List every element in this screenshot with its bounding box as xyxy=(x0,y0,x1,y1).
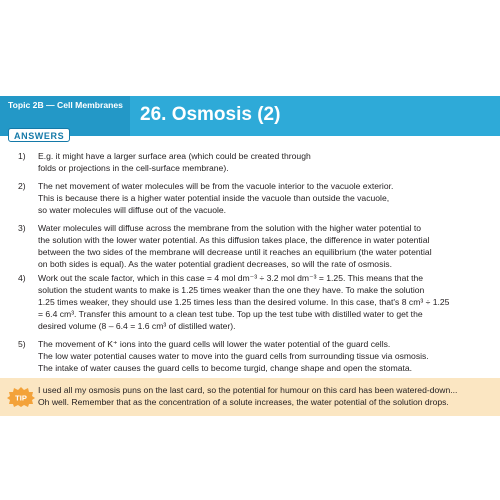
tip-line: Oh well. Remember that as the concentration of a solute increases, the water potential of the solution drops. xyxy=(38,397,449,407)
answer-line: folds or projections in the cell-surface membrane). xyxy=(38,163,229,173)
answer-number: 4) xyxy=(18,273,26,283)
tip-box xyxy=(0,378,500,416)
answer-line: The movement of K⁺ ions into the guard cells will lower the water potential of the guard cells. xyxy=(38,339,391,349)
answer-line: E.g. it might have a larger surface area (which could be created through xyxy=(38,151,311,161)
page-title: 26. Osmosis (2) xyxy=(140,104,281,125)
answer-line: 1.25 times weaker, they should use 1.25 times less than the desired volume. In this case, that's 8 cm³ ÷ 1.25 xyxy=(38,297,450,307)
answer-number: 5) xyxy=(18,339,26,349)
tip-text xyxy=(38,384,496,408)
answer-text xyxy=(38,338,496,374)
topic-label: Topic 2B — Cell Membranes xyxy=(8,100,123,110)
answer-text xyxy=(38,222,496,270)
answer-text xyxy=(38,150,496,174)
answer-number: 3) xyxy=(18,223,26,233)
answer-number: 2) xyxy=(18,181,26,191)
tip-badge-label: TIP xyxy=(15,393,27,403)
answer-line: the solution with the lower water potential. As this diffusion takes place, the difference in water potential xyxy=(38,235,430,245)
tip-badge-icon xyxy=(6,386,36,408)
answer-line: Work out the scale factor, which in this case = 4 mol dm⁻³ ÷ 3.2 mol dm⁻³ = 1.25. This means that the xyxy=(38,273,424,283)
answer-line: The net movement of water molecules will be from the vacuole interior to the vacuole exterior. xyxy=(38,181,394,191)
answer-line: desired volume (8 – 6.4 = 1.6 cm³ of distilled water). xyxy=(38,321,236,331)
answer-line: The low water potential causes water to move into the guard cells from surrounding tissue via osmosis. xyxy=(38,351,429,361)
answer-line: The intake of water causes the guard cells to become turgid, change shape and open the stomata. xyxy=(38,363,413,373)
answer-line: solution the student wants to make is 1.25 times weaker than the one they have. To make the solution xyxy=(38,285,425,295)
answer-number: 1) xyxy=(18,151,26,161)
answer-text xyxy=(38,272,496,332)
title-header xyxy=(130,96,500,136)
answer-text xyxy=(38,180,496,216)
answer-line: between the two sides of the membrane will decrease until it reaches an equilibrium (the water potential xyxy=(38,247,432,257)
answer-line: so water molecules will diffuse out of the vacuole. xyxy=(38,205,227,215)
tip-line: I used all my osmosis puns on the last card, so the potential for humour on this card has been watered-down... xyxy=(38,385,458,395)
answer-line: = 6.4 cm³. Transfer this amount to a clean test tube. Top up the test tube with distilled water to get the xyxy=(38,309,423,319)
answer-line: This is because there is a higher water potential inside the vacuole than outside the vacuole, xyxy=(38,193,390,203)
answers-badge: ANSWERS xyxy=(8,128,70,142)
answer-line: on both sides is equal). As the water potential gradient decreases, so will the rate of osmosis. xyxy=(38,259,392,269)
answer-line: Water molecules will diffuse across the membrane from the solution with the higher water potential to xyxy=(38,223,422,233)
